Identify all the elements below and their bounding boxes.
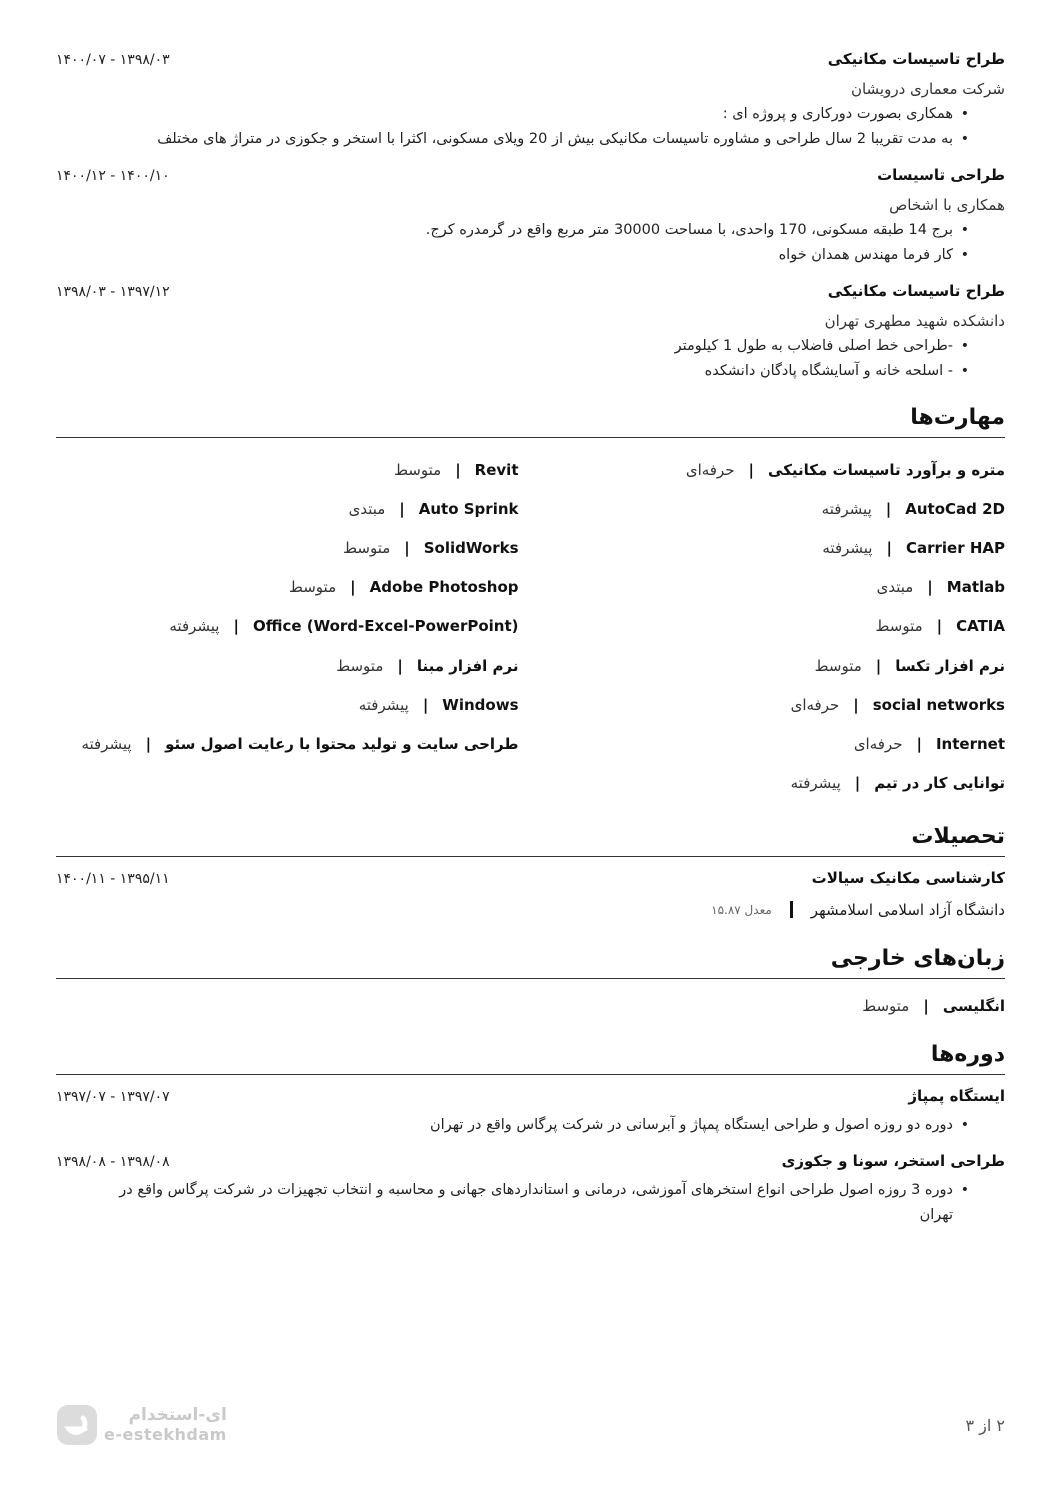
education-heading: تحصیلات: [56, 817, 1005, 857]
skill-level: متوسط: [343, 538, 391, 557]
course-bullets: [56, 1178, 1005, 1228]
job-title: طراح تاسیسات مکانیکی: [827, 282, 1005, 300]
experience-entry: [56, 50, 1005, 152]
separator: |: [233, 617, 239, 636]
course-title: ایستگاه پمپاژ: [908, 1086, 1005, 1105]
skill-item: [543, 685, 1006, 724]
e-logo-icon: [56, 1404, 98, 1446]
bullet-item: • دوره 3 روزه اصول طراحی انواع استخرهای آموزشی، درمانی و استانداردهای جهانی و محاسبه و انتخاب تجهیزات در شرکت پرگاس واقع در تهران: [56, 1178, 1005, 1228]
skill-name: Internet: [935, 734, 1005, 753]
skills-grid: [56, 450, 1005, 803]
experience-entry: [56, 282, 1005, 384]
separator: |: [853, 695, 859, 714]
gpa-value: معدل ۱۵.۸۷: [711, 902, 772, 917]
skill-name: Matlab: [946, 578, 1005, 597]
skill-name: Windows: [442, 695, 519, 714]
course-date: ۱۳۹۷/۰۷ - ۱۳۹۷/۰۷: [56, 1088, 170, 1105]
separator: |: [422, 695, 429, 714]
skill-item: [543, 528, 1006, 567]
experience-list: [56, 50, 1005, 384]
skill-level: پیشرفته: [821, 499, 872, 518]
language-name: انگلیسی: [942, 996, 1005, 1015]
skill-item: [543, 489, 1006, 528]
separator: |: [397, 656, 403, 675]
language-item: [56, 991, 1005, 1021]
experience-entry: [56, 166, 1005, 268]
university-name: دانشگاه آزاد اسلامی اسلامشهر: [810, 900, 1005, 919]
skill-name: Revit: [474, 460, 519, 479]
skill-item: [56, 646, 519, 685]
separator: |: [145, 734, 152, 753]
job-bullets: [56, 334, 1005, 384]
education-entry: [56, 869, 1005, 925]
skill-item: [56, 607, 519, 646]
education-date: ۱۴۰۰/۱۱ - ۱۳۹۵/۱۱: [56, 870, 170, 887]
job-date: ۱۳۹۸/۰۳ - ۱۳۹۷/۱۲: [56, 284, 170, 300]
entry-header: [56, 282, 1005, 308]
brand-logo[interactable]: [56, 1404, 227, 1446]
skill-item: [56, 528, 519, 567]
company-name: همکاری با اشخاص: [889, 196, 1005, 214]
separator: |: [923, 996, 929, 1015]
courses-heading: دوره‌ها: [56, 1035, 1005, 1075]
bullet-item: • کار فرما مهندس همدان خواه: [56, 243, 1005, 268]
entry-header: [56, 50, 1005, 76]
skill-item: [56, 489, 519, 528]
languages-heading: زبان‌های خارجی: [56, 939, 1005, 979]
bullet-item: • همکاری بصورت دورکاری و پروژه ای :: [56, 102, 1005, 127]
course-title: طراحی استخر، سونا و جکوزی: [781, 1151, 1005, 1170]
skill-level: مبتدی: [876, 578, 914, 597]
job-bullets: [56, 102, 1005, 152]
skill-level: پیشرفته: [790, 774, 841, 793]
skill-item: [543, 450, 1006, 489]
entry-header: [56, 1152, 1005, 1178]
skill-name: CATIA: [956, 617, 1005, 636]
skill-level: متوسط: [336, 656, 384, 675]
logo-text: [104, 1405, 227, 1445]
skill-level: متوسط: [289, 578, 337, 597]
skill-name: SolidWorks: [423, 538, 519, 557]
skill-item: [543, 764, 1006, 803]
skill-name: نرم افزار تکسا: [895, 656, 1005, 675]
skill-level: حرفه‌ای: [853, 734, 903, 753]
separator: |: [350, 578, 356, 597]
skill-level: پیشرفته: [822, 538, 873, 557]
company-name: شرکت معماری درویشان: [850, 80, 1005, 98]
separator-bar: [790, 901, 793, 918]
separator: |: [404, 538, 410, 557]
degree-title: کارشناسی مکانیک سیالات: [811, 868, 1005, 887]
skill-name: AutoCad 2D: [905, 499, 1005, 518]
skill-level: متوسط: [875, 617, 923, 636]
job-title: طراحی تاسیسات: [877, 166, 1005, 184]
entry-header: [56, 1087, 1005, 1113]
course-entry: [56, 1087, 1005, 1138]
course-bullets: [56, 1113, 1005, 1138]
skill-name: Adobe Photoshop: [369, 578, 519, 597]
job-title: طراح تاسیسات مکانیکی: [827, 50, 1005, 68]
company-name: دانشکده شهید مطهری تهران: [824, 312, 1005, 330]
separator: |: [936, 617, 943, 636]
separator: |: [748, 460, 755, 479]
course-entry: [56, 1152, 1005, 1228]
bullet-item: • به مدت تقریبا 2 سال طراحی و مشاوره تاسیسات مکانیکی بیش از 20 ویلای مسکونی، اکثرا با استخر و جکوزی در متراژ های مختلف: [56, 127, 1005, 152]
skill-item: [56, 724, 519, 763]
skill-name: Carrier HAP: [905, 538, 1005, 557]
page-number: ۲ از ۳: [965, 1416, 1005, 1435]
logo-text-fa: ای-استخدام: [128, 1405, 227, 1425]
skill-item: [543, 607, 1006, 646]
skill-name: متره و برآورد تاسیسات مکانیکی: [768, 460, 1005, 479]
bullet-item: • -طراحی خط اصلی فاضلاب به طول 1 کیلومتر: [56, 334, 1005, 359]
bullet-item: • دوره دو روزه اصول و طراحی ایستگاه پمپاژ و آبرسانی در شرکت پرگاس واقع در تهران: [56, 1113, 1005, 1138]
skill-name: social networks: [872, 695, 1005, 714]
skill-level: مبتدی: [348, 499, 386, 518]
skill-name: توانایی کار در تیم: [874, 774, 1005, 793]
skill-item: [543, 568, 1006, 607]
skill-item: [56, 568, 519, 607]
separator: |: [885, 499, 892, 518]
separator: |: [399, 499, 405, 518]
skill-level: پیشرفته: [81, 734, 132, 753]
logo-text-en: e-estekhdam: [104, 1425, 227, 1444]
separator: |: [455, 460, 461, 479]
separator: |: [875, 656, 882, 675]
skill-name: Auto Sprink: [418, 499, 519, 518]
skill-name: Office (Word-Excel-PowerPoint): [252, 617, 519, 636]
separator: |: [916, 734, 922, 753]
bullet-item: • - اسلحه خانه و آسایشگاه پادگان دانشکده: [56, 359, 1005, 384]
job-date: ۱۴۰۰/۰۷ - ۱۳۹۸/۰۳: [56, 52, 170, 68]
course-date: ۱۳۹۸/۰۸ - ۱۳۹۸/۰۸: [56, 1153, 170, 1170]
job-date: ۱۴۰۰/۱۲ - ۱۴۰۰/۱۰: [56, 168, 170, 184]
resume-page: [56, 50, 1005, 1242]
skill-item: [56, 685, 519, 724]
skill-level: حرفه‌ای: [685, 460, 735, 479]
entry-header: [56, 166, 1005, 192]
job-bullets: [56, 218, 1005, 268]
separator: |: [854, 774, 861, 793]
skill-level: متوسط: [394, 460, 442, 479]
skill-level: متوسط: [814, 656, 862, 675]
entry-header: [56, 869, 1005, 895]
education-details: [56, 895, 1005, 925]
skill-item: [56, 450, 519, 489]
separator: |: [927, 578, 933, 597]
skill-item: [543, 724, 1006, 763]
language-level: متوسط: [862, 996, 910, 1015]
skill-level: پیشرفته: [169, 617, 220, 636]
skill-level: پیشرفته: [358, 695, 409, 714]
skill-item: [543, 646, 1006, 685]
separator: |: [886, 538, 892, 557]
skill-name: طراحی سایت و تولید محتوا با رعایت اصول سئو: [165, 734, 519, 753]
skill-level: حرفه‌ای: [790, 695, 840, 714]
skills-heading: مهارت‌ها: [56, 398, 1005, 438]
skill-name: نرم افزار مبنا: [416, 656, 519, 675]
bullet-item: • برج 14 طبقه مسکونی، 170 واحدی، با مساحت 30000 متر مربع واقع در گرمدره کرج.: [56, 218, 1005, 243]
